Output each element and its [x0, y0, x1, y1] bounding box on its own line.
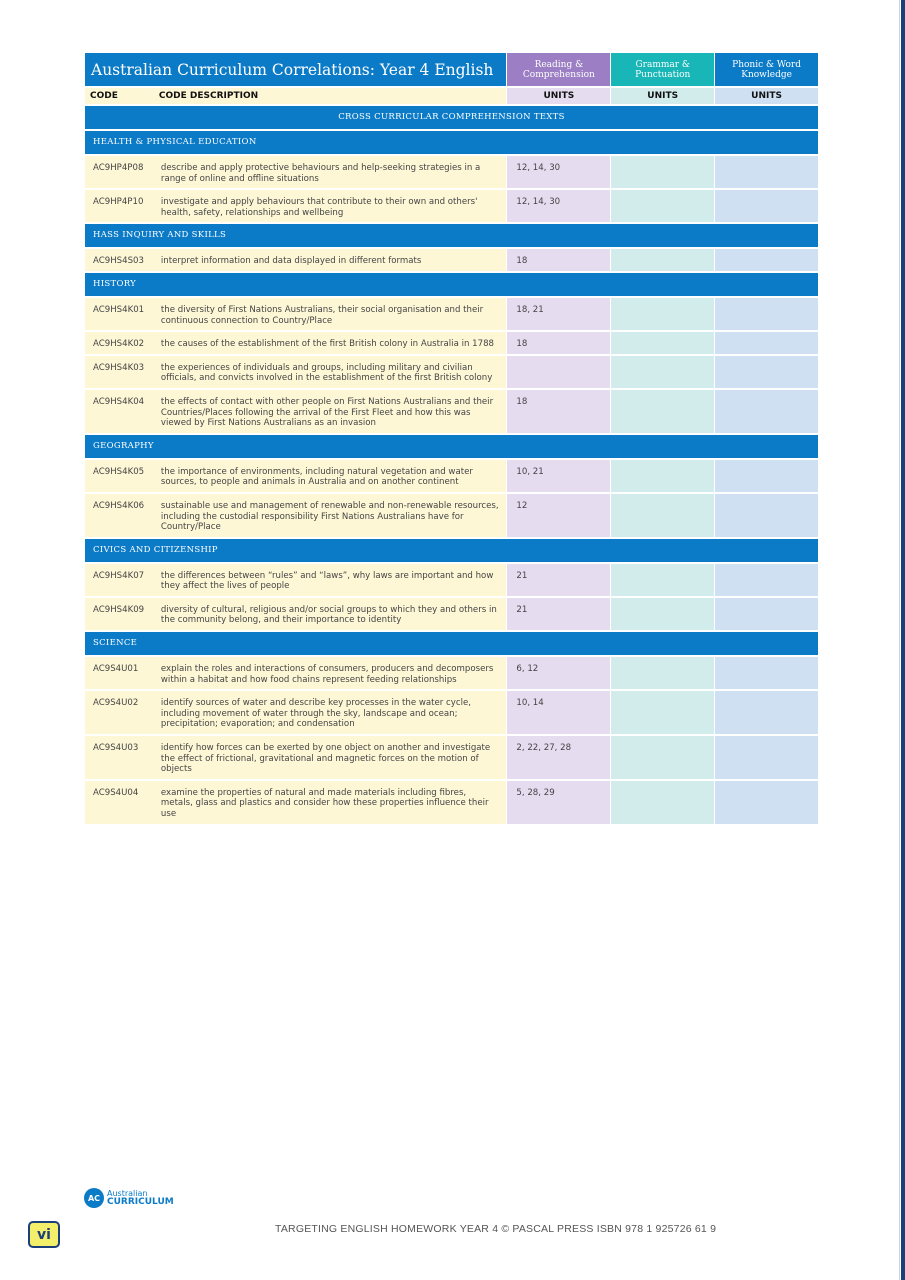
row-units-grammar — [611, 781, 714, 824]
row-code: AC9HS4K02 — [85, 332, 153, 354]
footer-text: TARGETING ENGLISH HOMEWORK YEAR 4 © PASCAL PRESS ISBN 978 1 925726 61 9 — [275, 1223, 717, 1235]
units-heading-reading: UNITS — [507, 88, 610, 104]
row-code: AC9HS4K01 — [85, 298, 153, 330]
row-units-reading: 10, 14 — [507, 691, 610, 734]
row-code: AC9HS4S03 — [85, 249, 153, 271]
row-units-phonic — [715, 332, 818, 354]
table-header — [85, 53, 818, 86]
section-band: HISTORY — [85, 273, 818, 296]
row-units-grammar — [611, 356, 714, 388]
row-units-phonic — [715, 564, 818, 596]
row-description: sustainable use and management of renewable and non-renewable resources, including the custodial responsibility First Nations Australians have for Country/Place — [153, 494, 507, 537]
sections-container — [85, 131, 818, 824]
row-units-reading: 6, 12 — [507, 657, 610, 689]
page-edge-line — [899, 0, 900, 1280]
row-units-phonic — [715, 657, 818, 689]
table-row — [85, 657, 818, 689]
row-units-grammar — [611, 736, 714, 779]
row-code: AC9HS4K07 — [85, 564, 153, 596]
row-units-grammar — [611, 190, 714, 222]
row-description: diversity of cultural, religious and/or social groups to which they and others in the community belong, and their importance to identity — [153, 598, 507, 630]
australian-curriculum-logo — [84, 1188, 174, 1208]
column-grammar-punctuation: Grammar & Punctuation — [611, 53, 714, 86]
row-description: the importance of environments, including natural vegetation and water sources, to people and animals in Australia and on another continent — [153, 460, 507, 492]
row-units-phonic — [715, 156, 818, 188]
row-description: identify how forces can be exerted by one object on another and investigate the effect of frictional, gravitational and magnetic forces on the motion of objects — [153, 736, 507, 779]
row-units-reading: 12, 14, 30 — [507, 190, 610, 222]
row-description: investigate and apply behaviours that contribute to their own and others' health, safety, relationships and wellbeing — [153, 190, 507, 222]
row-units-grammar — [611, 332, 714, 354]
row-units-grammar — [611, 494, 714, 537]
code-heading: CODE — [85, 88, 153, 104]
page-number: vi — [28, 1221, 60, 1248]
row-units-grammar — [611, 598, 714, 630]
column-reading-comprehension: Reading & Comprehension — [507, 53, 610, 86]
row-code: AC9HS4K04 — [85, 390, 153, 433]
row-units-reading: 18 — [507, 390, 610, 433]
section-band: GEOGRAPHY — [85, 435, 818, 458]
table-row — [85, 190, 818, 222]
row-units-phonic — [715, 298, 818, 330]
section-band: CIVICS AND CITIZENSHIP — [85, 539, 818, 562]
row-units-grammar — [611, 156, 714, 188]
table-row — [85, 390, 818, 433]
code-description-heading: CODE DESCRIPTION — [153, 88, 507, 104]
ac-logo-icon: AC — [84, 1188, 104, 1208]
row-code: AC9S4U02 — [85, 691, 153, 734]
row-code: AC9HS4K03 — [85, 356, 153, 388]
row-description: the differences between “rules” and “laws”, why laws are important and how they affect the lives of people — [153, 564, 507, 596]
row-units-grammar — [611, 390, 714, 433]
row-description: the causes of the establishment of the first British colony in Australia in 1788 — [153, 332, 507, 354]
table-row — [85, 494, 818, 537]
table-title: Australian Curriculum Correlations: Year 4 English — [85, 53, 506, 86]
row-units-phonic — [715, 494, 818, 537]
row-code: AC9HS4K09 — [85, 598, 153, 630]
section-band: HEALTH & PHYSICAL EDUCATION — [85, 131, 818, 154]
logo-line-2: CURRICULUM — [107, 1197, 174, 1207]
table-row — [85, 156, 818, 188]
row-code: AC9S4U03 — [85, 736, 153, 779]
row-units-reading — [507, 356, 610, 388]
row-description: the experiences of individuals and groups, including military and civilian officials, and convicts involved in the establishment of the first British colony — [153, 356, 507, 388]
row-code: AC9HS4K05 — [85, 460, 153, 492]
row-units-phonic — [715, 736, 818, 779]
row-units-grammar — [611, 657, 714, 689]
section-band: SCIENCE — [85, 632, 818, 655]
table-row — [85, 249, 818, 271]
row-units-phonic — [715, 460, 818, 492]
row-units-reading: 18 — [507, 249, 610, 271]
row-units-reading: 21 — [507, 564, 610, 596]
row-description: explain the roles and interactions of consumers, producers and decomposers within a habitat and how food chains represent feeding relationships — [153, 657, 507, 689]
row-units-phonic — [715, 598, 818, 630]
column-phonic-word-knowledge: Phonic & Word Knowledge — [715, 53, 818, 86]
row-description: interpret information and data displayed in different formats — [153, 249, 507, 271]
page-edge-bar — [901, 0, 905, 1280]
correlation-table — [85, 53, 818, 824]
table-row — [85, 781, 818, 824]
row-units-reading: 18 — [507, 332, 610, 354]
row-units-reading: 12 — [507, 494, 610, 537]
row-units-grammar — [611, 691, 714, 734]
table-row — [85, 460, 818, 492]
units-heading-grammar: UNITS — [611, 88, 714, 104]
row-code: AC9HS4K06 — [85, 494, 153, 537]
row-description: examine the properties of natural and made materials including fibres, metals, glass and plastics and consider how these properties influence their use — [153, 781, 507, 824]
row-units-reading: 2, 22, 27, 28 — [507, 736, 610, 779]
logo-line-1: Australian — [107, 1189, 148, 1198]
row-code: AC9S4U04 — [85, 781, 153, 824]
units-heading-phonic: UNITS — [715, 88, 818, 104]
row-description: describe and apply protective behaviours and help-seeking strategies in a range of online and offline situations — [153, 156, 507, 188]
row-code: AC9HP4P10 — [85, 190, 153, 222]
row-units-grammar — [611, 564, 714, 596]
row-units-phonic — [715, 781, 818, 824]
row-units-phonic — [715, 190, 818, 222]
row-units-reading: 12, 14, 30 — [507, 156, 610, 188]
table-row — [85, 564, 818, 596]
table-row — [85, 598, 818, 630]
row-code: AC9HP4P08 — [85, 156, 153, 188]
row-description: the diversity of First Nations Australians, their social organisation and their continuous connection to Country/Place — [153, 298, 507, 330]
row-units-reading: 5, 28, 29 — [507, 781, 610, 824]
section-band: HASS INQUIRY AND SKILLS — [85, 224, 818, 247]
table-row — [85, 332, 818, 354]
row-units-reading: 21 — [507, 598, 610, 630]
table-row — [85, 298, 818, 330]
row-description: the effects of contact with other people on First Nations Australians and their Countries/Places following the arrival of the First Fleet and how this was viewed by First Nations Australians as an invasion — [153, 390, 507, 433]
row-units-reading: 10, 21 — [507, 460, 610, 492]
row-units-reading: 18, 21 — [507, 298, 610, 330]
subheader-row — [85, 88, 818, 104]
row-units-grammar — [611, 298, 714, 330]
table-row — [85, 691, 818, 734]
row-units-phonic — [715, 356, 818, 388]
main-band: CROSS CURRICULAR COMPREHENSION TEXTS — [85, 106, 818, 129]
row-units-phonic — [715, 249, 818, 271]
row-units-grammar — [611, 460, 714, 492]
row-units-grammar — [611, 249, 714, 271]
row-code: AC9S4U01 — [85, 657, 153, 689]
table-row — [85, 736, 818, 779]
row-units-phonic — [715, 691, 818, 734]
logo-text — [107, 1189, 174, 1207]
row-description: identify sources of water and describe key processes in the water cycle, including movement of water through the sky, landscape and ocean; precipitation; evaporation; and condensation — [153, 691, 507, 734]
table-row — [85, 356, 818, 388]
row-units-phonic — [715, 390, 818, 433]
